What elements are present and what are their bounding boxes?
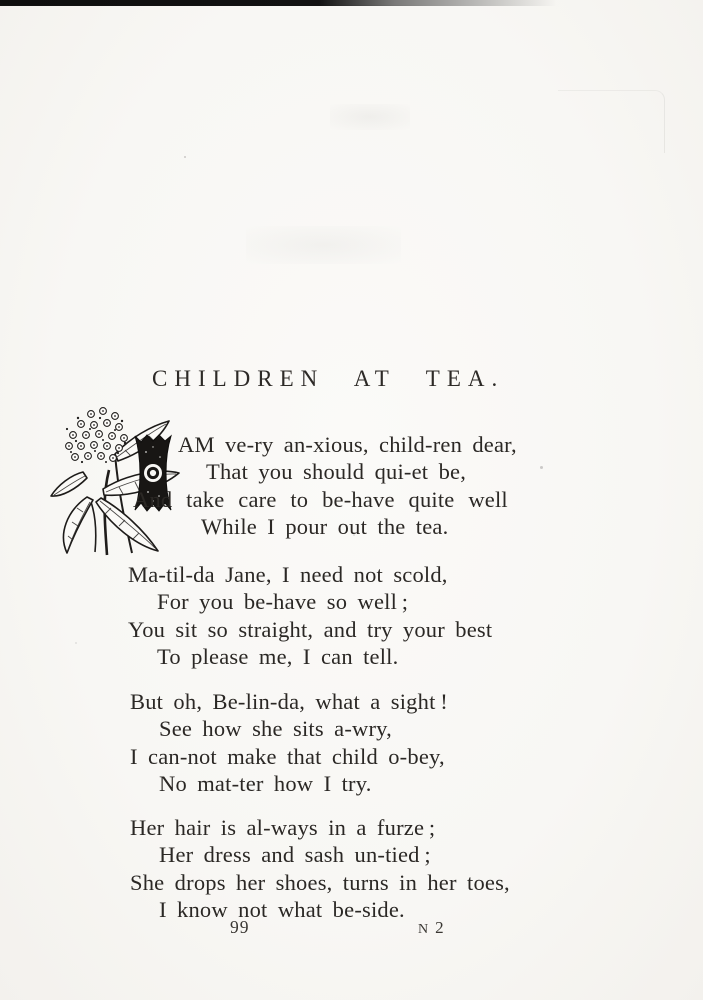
- poem-stanza-1: [133, 431, 517, 541]
- poem-line: Her dress and sash un-tied ;: [159, 842, 431, 868]
- poem-line: For you be-have so well ;: [157, 589, 409, 615]
- poem-line: And take care to be-have quite well: [133, 486, 508, 512]
- poem-line: You sit so straight, and try your best: [128, 616, 493, 642]
- poem-line: Ma-til-da Jane, I need not scold,: [128, 562, 448, 587]
- page-title: CHILDREN AT TEA.: [152, 366, 505, 391]
- paper-speck: [184, 156, 186, 158]
- scan-ghost-artifact: [246, 226, 401, 264]
- scan-ghost-artifact: [558, 90, 665, 153]
- poem-line: She drops her shoes, turns in her toes,: [130, 869, 510, 895]
- poem-line: While I pour out the tea.: [201, 514, 449, 540]
- paper-speck: [75, 642, 77, 644]
- paper-speck: [540, 466, 543, 469]
- page-number: 99: [230, 917, 250, 937]
- signature-number: 2: [435, 918, 444, 937]
- signature-letter: N: [418, 922, 429, 937]
- poem-line: No mat-ter how I try.: [159, 771, 372, 797]
- poem-stanza-3: [130, 688, 448, 798]
- poem-stanza-4: [130, 814, 510, 924]
- poem-line: See how she sits a-wry,: [159, 716, 392, 742]
- scan-edge-artifact-thin: [0, 5, 430, 6]
- poem-stanza-2: [128, 561, 492, 671]
- poem-line: I know not what be-side.: [159, 897, 405, 923]
- poem-line: To please me, I can tell.: [157, 644, 399, 670]
- poem-line: But oh, Be-lin-da, what a sight !: [130, 689, 448, 714]
- poem-line: I can-not make that child o-bey,: [130, 743, 445, 769]
- signature-mark: [418, 918, 444, 938]
- poem-line: AM ve-ry an-xious, child-ren dear,: [178, 432, 517, 457]
- scan-ghost-artifact: [330, 104, 410, 130]
- poem-line: That you should qui-et be,: [206, 459, 467, 485]
- poem-line: Her hair is al-ways in a furze ;: [130, 815, 436, 840]
